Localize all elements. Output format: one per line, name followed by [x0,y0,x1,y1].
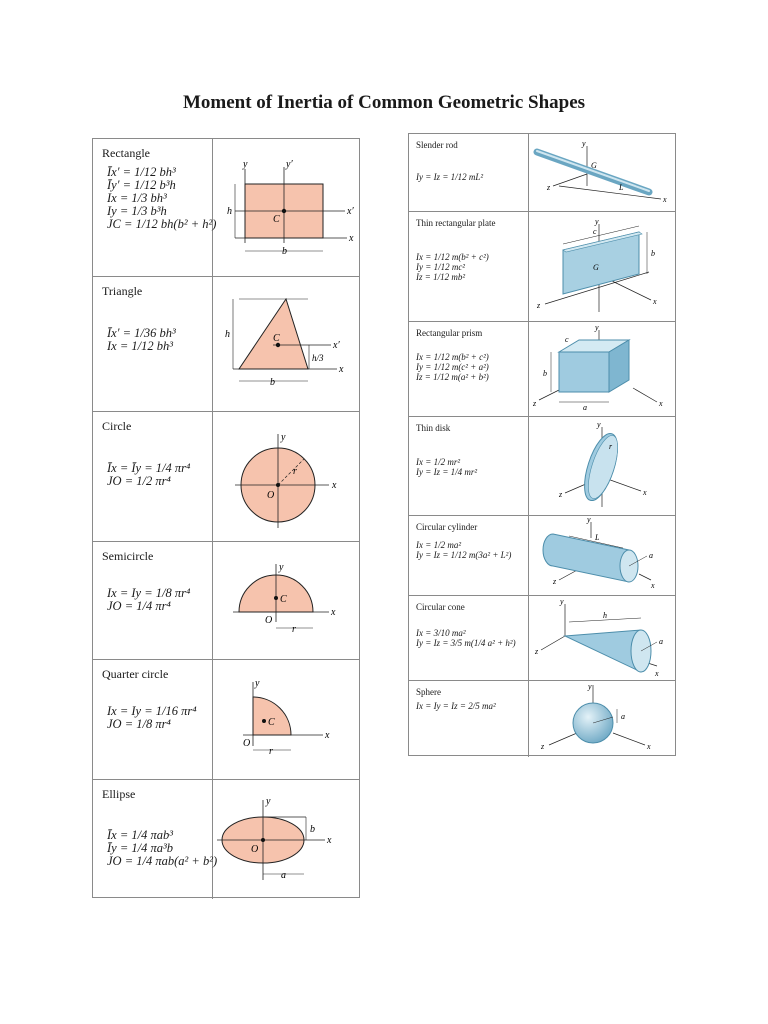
shape-name: Sphere [416,687,441,697]
axis-label-y: y [281,432,286,443]
dimension-r: r [292,624,296,635]
triangle-formula-cell [93,277,213,411]
dimension-a: a [281,870,286,881]
formula-list [416,457,477,477]
axis-label-x: x [331,607,336,618]
formula: JO = 1/4 πab(a² + b²) [107,854,218,868]
formula: Ix = Iy = 1/8 πr⁴ [107,586,191,600]
axis-label-z: z [541,742,545,751]
thin-plate-diagram [529,212,675,322]
dimension-b: b [651,249,655,258]
dimension-c: c [565,335,569,344]
rectangle-diagram-cell [213,139,359,276]
formula-list [416,352,489,382]
semicircle-diagram [213,542,359,660]
axis-label-y: y [243,159,248,170]
axis-label-x: x [349,233,354,244]
row-ellipse [93,780,359,899]
dimension-c: c [593,227,597,236]
dimension-a: a [659,637,663,646]
shape-name: Circle [102,419,132,433]
formula: Iz = 1/12 m(a² + b²) [416,372,489,382]
axis-label-y: y [560,597,564,606]
centroid-label: C [268,717,275,728]
ellipse-diagram-cell [213,780,359,899]
dimension-b: b [543,369,547,378]
row-sphere [409,681,675,757]
dimension-l: L [595,533,600,542]
origin-label: O [243,738,251,749]
formula: Ix = 3/10 ma² [416,628,466,638]
formula-list [416,628,516,648]
row-thin-disk [409,417,675,516]
formula: Iy = Iz = 1/12 m(3a² + L²) [416,550,512,560]
formula: Iy = Iz = 1/12 mL² [416,172,484,182]
row-circular-cone [409,596,675,681]
rectangular-prism-diagram-cell [529,322,675,416]
formula: Ix = 1/2 ma² [416,540,462,550]
page-title: Moment of Inertia of Common Geometric Shapes [182,92,586,113]
shape-name: Circular cylinder [416,522,478,532]
rectangular-prism-formula-cell [409,322,529,416]
row-slender-rod [409,134,675,212]
formula: Iy = 1/12 mc² [416,262,466,272]
shape-name: Ellipse [102,787,136,801]
rectangle-formula-cell [93,139,217,276]
rectangular-prism-diagram [529,322,675,417]
axis-label-x: x [325,730,330,741]
formula-list [107,327,176,353]
triangle-diagram-cell [213,277,359,411]
axis-label-y: y [582,139,586,148]
sphere-diagram-cell [529,681,675,757]
circle-formula-cell [93,412,213,541]
sphere-diagram [529,681,675,757]
thin-disk-diagram-cell [529,417,675,515]
formula: Iy = 1/3 b³h [107,204,167,218]
dimension-b: b [310,824,315,835]
quarter-circle-diagram [213,660,359,780]
centroid-label: C [280,594,287,605]
circle-diagram-cell [213,412,359,541]
circular-cylinder-formula-cell [409,516,529,595]
thin-disk-formula-cell [409,417,529,515]
dimension-a: a [621,712,625,721]
shape-name: Semicircle [102,549,154,563]
ellipse-diagram [213,780,359,899]
shape-name: Thin rectangular plate [416,218,496,228]
quarter-circle-formula-cell [93,660,213,779]
row-circular-cylinder [409,516,675,596]
axis-label-x-prime: x′ [333,340,340,351]
formula: Ix = Iy = Iz = 2/5 ma² [416,701,496,711]
axis-label-z: z [537,301,541,310]
axis-label-y: y [266,796,271,807]
axis-label-y: y [587,516,591,524]
formula: Ix = 1/12 m(b² + c²) [416,252,489,262]
formula: Ix = 1/2 mr² [416,457,461,467]
formula-list [107,829,217,868]
thin-plate-formula-cell [409,212,529,321]
axis-label-y: y [595,217,599,226]
dimension-r: r [269,746,273,757]
dimension-b: b [270,377,275,388]
axis-label-y: y [597,420,601,429]
formula: Īy′ = 1/12 b³h [107,178,176,192]
row-quarter-circle [93,660,359,780]
axis-label-z: z [553,577,557,586]
axis-label-x-prime: x′ [347,206,354,217]
formula: JO = 1/4 πr⁴ [107,599,171,613]
quarter-circle-diagram-cell [213,660,359,779]
axis-label-x: x [659,399,663,408]
origin-label: O [265,615,273,626]
formula: JC = 1/12 bh(b² + h²) [107,217,217,231]
row-semicircle [93,542,359,660]
formula: Īx = Īy = 1/4 πr⁴ [107,461,191,475]
row-circle [93,412,359,542]
origin-label: O [251,844,259,855]
axis-label-x: x [655,669,659,678]
axis-label-z: z [533,399,537,408]
origin-label: O [267,490,275,501]
formula: Ix = 1/3 bh³ [107,191,167,205]
dimension-h: h [225,329,230,340]
formula-list [107,462,190,488]
slender-rod-formula-cell [409,134,529,211]
formula: Īx′ = 1/36 bh³ [107,326,176,340]
formula: Iy = Iz = 3/5 m(1/4 a² + h²) [416,638,516,648]
plane-shapes-table [92,138,360,898]
axis-label-x: x [339,364,344,375]
axis-label-x: x [327,835,332,846]
circular-cone-diagram-cell [529,596,675,680]
axis-label-y: y [279,562,284,573]
dimension-a: a [649,551,653,560]
formula: Iy = Iz = 1/4 mr² [416,467,478,477]
thin-plate-diagram-cell [529,212,675,321]
dimension-r: r [609,442,613,451]
slender-rod-diagram [529,134,675,212]
row-thin-plate [409,212,675,322]
circular-cone-diagram [529,596,675,681]
formula: Īy = 1/4 πa³b [107,841,174,855]
axis-label-x: x [663,195,667,204]
dimension-h: h [227,206,232,217]
formula-list [416,701,496,711]
circular-cone-formula-cell [409,596,529,680]
thin-disk-diagram [529,417,675,516]
formula-list [107,166,216,231]
dimension-b: b [282,246,287,257]
circular-cylinder-diagram [529,516,675,596]
dimension-l: L [619,183,624,192]
formula: Ix = 1/12 m(b² + c²) [416,352,489,362]
axis-label-y: y [588,682,592,691]
formula: JO = 1/2 πr⁴ [107,474,171,488]
rectangle-diagram [213,139,359,277]
row-rectangular-prism [409,322,675,417]
center-label: G [593,263,599,272]
axis-label-y-prime: y′ [286,159,293,170]
formula-list [107,705,197,731]
axis-label-z: z [547,183,551,192]
formula: JO = 1/8 πr⁴ [107,717,171,731]
formula-list [416,172,483,182]
centroid-label: C [273,333,280,344]
dimension-h-third: h/3 [312,353,324,363]
axis-label-x: x [651,581,655,590]
axis-label-y: y [255,678,260,689]
ellipse-formula-cell [93,780,218,899]
sphere-formula-cell [409,681,529,757]
formula: Īx = 1/4 πab³ [107,828,174,842]
formula: Ix = Iy = 1/16 πr⁴ [107,704,197,718]
dimension-a: a [583,403,587,412]
shape-name: Rectangle [102,146,150,160]
shape-name: Slender rod [416,140,458,150]
circular-cylinder-diagram-cell [529,516,675,595]
formula-list [416,540,511,560]
axis-label-y: y [595,323,599,332]
row-rectangle [93,139,359,277]
row-triangle [93,277,359,412]
centroid-label: C [273,214,280,225]
axis-label-z: z [559,490,563,499]
axis-label-x: x [653,297,657,306]
axis-label-x: x [332,480,337,491]
dimension-h: h [603,611,607,620]
shape-name: Triangle [102,284,143,298]
formula: Iy = 1/12 m(c² + a²) [416,362,489,372]
solid-shapes-table [408,133,676,756]
axis-label-z: z [535,647,539,656]
semicircle-diagram-cell [213,542,359,659]
triangle-diagram [213,277,359,412]
slender-rod-diagram-cell [529,134,675,211]
axis-label-x: x [647,742,651,751]
dimension-r: r [293,466,297,477]
axis-label-x: x [643,488,647,497]
formula: Ix = 1/12 bh³ [107,339,173,353]
shape-name: Quarter circle [102,667,169,681]
formula: Iz = 1/12 mb² [416,272,466,282]
circle-diagram [213,412,359,542]
semicircle-formula-cell [93,542,213,659]
formula-list [107,587,190,613]
center-label: G [591,161,597,170]
formula-list [416,252,489,282]
shape-name: Thin disk [416,423,451,433]
shape-name: Circular cone [416,602,465,612]
shape-name: Rectangular prism [416,328,483,338]
formula: Īx′ = 1/12 bh³ [107,165,176,179]
